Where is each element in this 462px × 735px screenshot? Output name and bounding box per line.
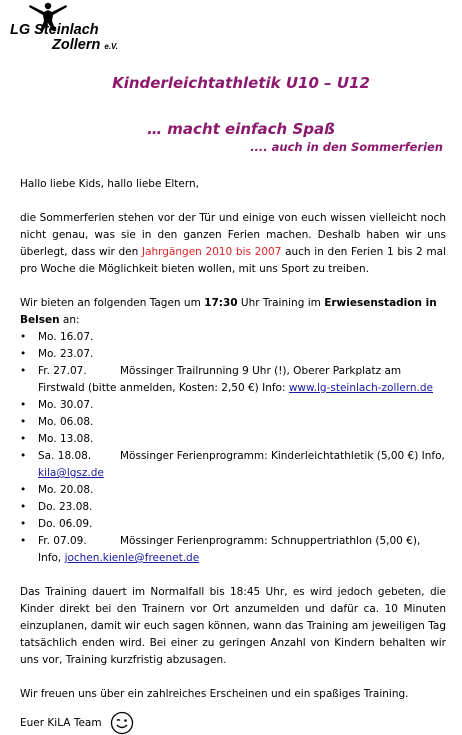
training-date: Mo. 30.07.	[38, 399, 94, 411]
training-time: 17:30	[204, 297, 238, 309]
training-date-item	[20, 499, 446, 516]
info-link[interactable]: jochen.kienle@freenet.de	[64, 552, 200, 564]
winking-smiley-icon	[110, 711, 134, 735]
training-date: Do. 06.09.	[38, 518, 93, 530]
training-date: Mo. 06.08.	[38, 416, 94, 428]
info-link[interactable]: kila@lgsz.de	[38, 467, 104, 479]
training-date-item	[20, 329, 446, 346]
greeting: Hallo liebe Kids, hallo liebe Eltern,	[20, 178, 199, 190]
training-date: Mo. 16.07.	[38, 331, 94, 343]
signature: Euer KiLA Team	[20, 716, 102, 729]
letter-body	[20, 176, 446, 735]
page-title: Kinderleichtathletik U10 – U12	[112, 74, 370, 92]
offer-paragraph: Wir bieten an folgenden Tagen um 17:30 Uhr Training im Erwiesenstadion in Belsen an:	[20, 297, 437, 326]
training-date: Do. 23.08.	[38, 501, 93, 513]
training-date: Mo. 13.08.	[38, 433, 94, 445]
training-date: Fr. 27.07.	[38, 365, 87, 377]
event-note: Mössinger Ferienprogramm: Kinderleichtathletik (5,00 €) Info,	[120, 450, 445, 462]
page-tagline: .... auch in den Sommerferien	[250, 140, 443, 154]
logo-line-1: LG Steinlach	[10, 22, 99, 38]
training-date-item	[20, 346, 446, 363]
signature-line	[20, 711, 446, 735]
training-date: Mo. 20.08.	[38, 484, 94, 496]
age-groups-highlight: Jahrgängen 2010 bis 2007	[141, 246, 282, 258]
training-date-item	[20, 448, 446, 482]
logo-line-2: Zollern e.V.	[52, 37, 118, 53]
training-date: Mo. 23.07.	[38, 348, 94, 360]
closing-paragraph: Wir freuen uns über ein zahlreiches Erscheinen und ein spaßiges Training.	[20, 688, 409, 700]
training-date-item	[20, 397, 446, 414]
training-date-item	[20, 431, 446, 448]
event-note: Mössinger Ferienprogramm: Schnuppertriathlon (5,00 €), Info,	[38, 535, 421, 564]
page-subtitle: … macht einfach Spaß	[147, 120, 335, 138]
training-location: Erwiesenstadion in Belsen	[20, 297, 437, 326]
training-date: Sa. 18.08.	[38, 450, 92, 462]
training-date: Fr. 07.09.	[38, 535, 87, 547]
training-date-item	[20, 414, 446, 431]
training-dates-list	[20, 329, 446, 567]
club-logo	[8, 2, 138, 56]
training-date-item	[20, 482, 446, 499]
info-link[interactable]: www.lg-steinlach-zollern.de	[288, 382, 434, 394]
logo-suffix: e.V.	[104, 42, 118, 51]
event-note: Mössinger Trailrunning 9 Uhr (!), Oberer Parkplatz am Firstwald (bitte anmelden, Kosten: 2,50 €) Info:	[38, 365, 402, 394]
training-date-item	[20, 516, 446, 533]
intro-paragraph: die Sommerferien stehen vor der Tür und einige von euch wissen vielleicht noch nicht genau, was sie in den ganzen Ferien machen. Deshalb haben wir uns überlegt, dass wir den Jahrgängen 2010 bis 2007 auch in den Ferien 1 bis 2 mal pro Woche die Möglichkeit bieten wollen, mit uns Sport zu treiben.	[20, 212, 446, 275]
training-date-item	[20, 533, 446, 567]
info-paragraph: Das Training dauert im Normalfall bis 18:45 Uhr, es wird jedoch gebeten, die Kinder direkt bei den Trainern vor Ort anzumelden und dafür ca. 10 Minuten einzuplanen, damit wir euch sagen können, wann das Training am jeweiligen Tag tatsächlich enden wird. Bei einer zu geringen Anzahl von Kindern behalten wir uns vor, Training kurzfristig abzusagen.	[20, 586, 446, 666]
training-date-item	[20, 363, 446, 397]
